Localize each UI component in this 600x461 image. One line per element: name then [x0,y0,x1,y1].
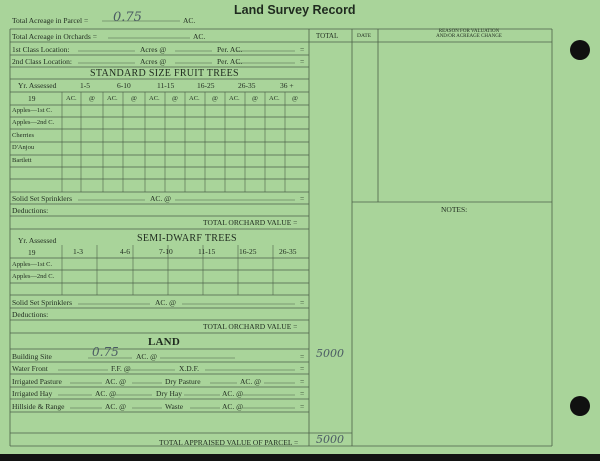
equals-sign: = [300,377,305,386]
ff-at-label: F.F. @ [111,364,131,373]
at-subcolumn: @ [89,95,95,102]
water-front-label: Water Front [12,364,48,373]
irrigated-hay-label: Irrigated Hay [12,389,53,398]
age-range-16-25: 16-25 [239,247,257,256]
ac-subcolumn: AC. [66,95,77,102]
at-subcolumn: @ [172,95,178,102]
building-site-label: Building Site [12,352,52,361]
solid-set-sprinklers-label: Solid Set Sprinklers [12,194,73,203]
year-assessed-label: Yr. Assessed [18,236,57,245]
dry-pasture-label: Dry Pasture [165,377,201,386]
total-acreage-parcel-value: 0.75 [113,10,142,25]
age-range-11-15: 11-15 [157,81,175,90]
reason-column-header: REASON FOR VALUATION AND/OR ACREAGE CHANGE [436,29,502,39]
building-site-acres-value: 0.75 [92,345,119,359]
notes-label: NOTES: [441,205,468,214]
irrigated-pasture-label: Irrigated Pasture [12,377,62,386]
row-label-apples-1st: Apples—1st C. [12,261,53,268]
ac-subcolumn: AC. [269,95,280,102]
ac-at-label: AC. @ [155,298,177,307]
binder-hole [570,396,590,416]
ac-at-label: AC. @ [222,389,244,398]
age-range-36-plus: 36 + [280,81,294,90]
equals-sign: = [300,402,305,411]
equals-sign: = [300,57,305,66]
at-subcolumn: @ [131,95,137,102]
ac-subcolumn: AC. [149,95,160,102]
acres-at-label: Acres @ [140,45,167,54]
row-label-danjou: D'Anjou [12,144,35,151]
first-class-location-label: 1st Class Location: [12,45,70,54]
row-label-bartlett: Bartlett [12,157,32,164]
standard-fruit-trees-heading: STANDARD SIZE FRUIT TREES [90,68,239,79]
age-range-1-3: 1-3 [73,247,83,256]
row-label-apples-1st: Apples—1st C. [12,107,53,114]
total-acreage-orchards-label: Total Acreage in Orchards = [12,32,97,41]
equals-sign: = [300,389,305,398]
form-title: Land Survey Record [234,3,356,17]
ac-subcolumn: AC. [229,95,240,102]
hillside-range-label: Hillside & Range [12,402,65,411]
age-range-26-35: 26-35 [279,247,297,256]
age-range-16-25: 16-25 [197,81,215,90]
building-site-total-value: 5000 [316,347,344,360]
year-prefix: 19 [28,248,36,257]
land-heading: LAND [148,336,180,348]
year-assessed-label: Yr. Assessed [18,81,57,90]
solid-set-sprinklers-label: Solid Set Sprinklers [12,298,73,307]
total-appraised-value: 5000 [316,433,344,446]
row-label-cherries: Cherries [12,132,35,139]
deductions-label: Deductions: [12,206,49,215]
age-range-4-6: 4-6 [120,247,130,256]
age-range-7-10: 7-10 [159,247,173,256]
second-class-location-label: 2nd Class Location: [12,57,72,66]
waste-label: Waste [165,402,184,411]
age-range-1-5: 1-5 [80,81,90,90]
at-subcolumn: @ [252,95,258,102]
ac-at-label: AC. @ [95,389,117,398]
ac-unit: AC. [193,32,206,41]
deductions-label: Deductions: [12,310,49,319]
age-range-11-15: 11-15 [198,247,216,256]
total-acreage-parcel-label: Total Acreage in Parcel = [12,16,89,25]
ac-unit: AC. [183,16,196,25]
row-label-apples-2nd: Apples—2nd C. [12,119,55,126]
equals-sign: = [300,352,305,361]
row-label-apples-2nd: Apples—2nd C. [12,273,55,280]
acres-at-label: Acres @ [140,57,167,66]
ac-subcolumn: AC. [189,95,200,102]
xdf-at-label: X.D.F. [179,364,200,373]
equals-sign: = [300,45,305,54]
ac-subcolumn: AC. [107,95,118,102]
ac-at-label: AC. @ [240,377,262,386]
at-subcolumn: @ [292,95,298,102]
age-range-26-35: 26-35 [238,81,256,90]
ac-at-label: AC. @ [150,194,172,203]
ac-at-label: AC. @ [105,377,127,386]
age-range-6-10: 6-10 [117,81,131,90]
per-ac-label: Per. AC. [217,57,243,66]
at-subcolumn: @ [212,95,218,102]
ac-at-label: AC. @ [105,402,127,411]
equals-sign: = [300,298,305,307]
ac-at-label: AC. @ [136,352,158,361]
dry-hay-label: Dry Hay [156,389,183,398]
total-orchard-value-label: TOTAL ORCHARD VALUE = [203,218,298,227]
ac-at-label: AC. @ [222,402,244,411]
total-orchard-value-label: TOTAL ORCHARD VALUE = [203,322,298,331]
total-appraised-value-label: TOTAL APPRAISED VALUE OF PARCEL = [159,438,299,447]
total-column-header: TOTAL [316,32,339,40]
equals-sign: = [300,194,305,203]
date-column-header: DATE [357,33,372,39]
bottom-edge [0,454,600,461]
binder-hole [570,40,590,60]
per-ac-label: Per. AC. [217,45,243,54]
semi-dwarf-heading: SEMI-DWARF TREES [137,233,237,244]
year-prefix: 19 [28,94,36,103]
equals-sign: = [300,364,305,373]
